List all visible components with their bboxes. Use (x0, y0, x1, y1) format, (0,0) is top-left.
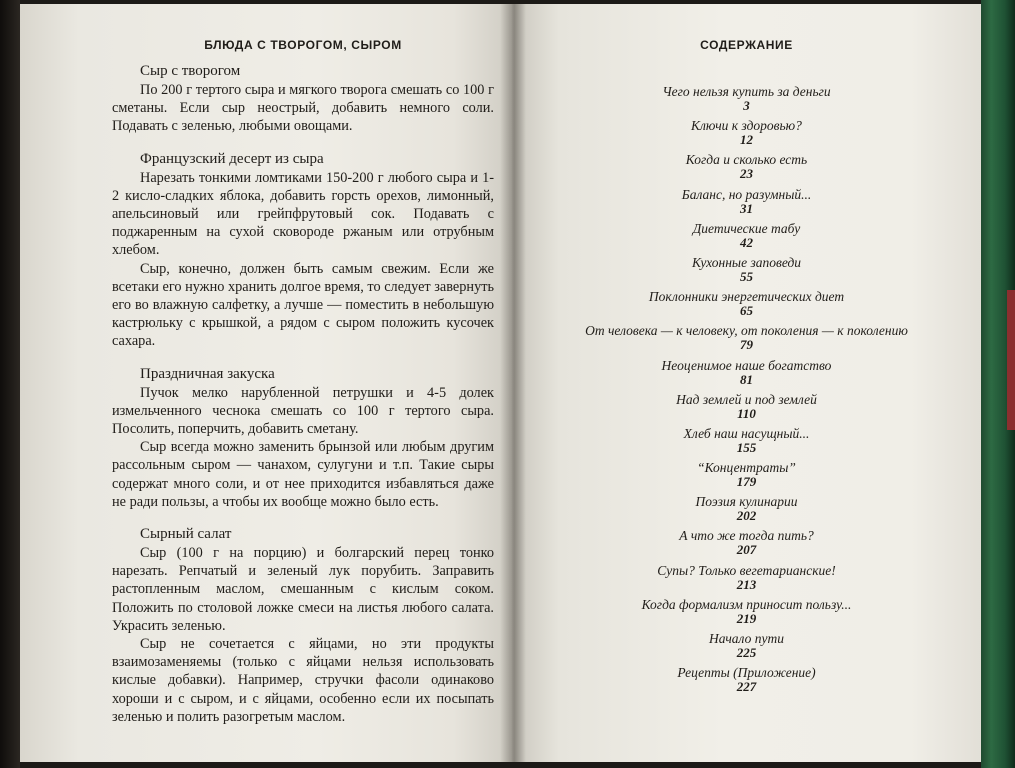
toc-entry (512, 528, 981, 562)
toc-entry (512, 323, 981, 357)
toc-entry-page-number: 202 (736, 508, 757, 524)
toc-entry-title: “Концентраты” (697, 460, 796, 476)
toc-entry (512, 118, 981, 152)
toc-entry-page-number: 227 (736, 679, 757, 695)
contents-heading: СОДЕРЖАНИЕ (700, 38, 793, 52)
recipe-festive-appetizer (112, 365, 494, 511)
toc-entry-title: Чего нельзя купить за деньги (662, 84, 831, 99)
toc-entry-title: Ключи к здоровью? (691, 118, 802, 134)
toc-entry-page-number: 213 (736, 576, 757, 592)
toc-entry (512, 426, 981, 460)
toc-entry-page-number: 31 (740, 200, 753, 216)
toc-entry (512, 289, 981, 323)
toc-entry (512, 392, 981, 426)
left-running-head: БЛЮДА С ТВОРОГОМ, СЫРОМ (204, 38, 402, 52)
toc-entry-title: Когда формализм приносит пользу... (641, 596, 852, 612)
toc-entry-title: Кухонные заповеди (691, 254, 802, 270)
table-of-contents (512, 84, 981, 699)
recipe-title: Французский десерт из сыра (140, 150, 324, 167)
toc-entry-title: Диетические табу (692, 220, 801, 236)
toc-entry (512, 665, 981, 699)
toc-entry-title: Когда и сколько есть (685, 152, 808, 168)
recipe-paragraph: Сыр не сочетается с яйцами, но эти продукты взаимозаменяемы (только с яйцами нельзя использовать кислые добавки). Например, стручки фасоли одинаково хороши и с сыром, и с яйцами, особенно если их посыпать зеленью и полить разогретым маслом. (112, 636, 494, 725)
book-cover-edge-left (0, 0, 20, 768)
toc-entry-page-number: 55 (740, 268, 753, 284)
toc-entry-title: Поэзия кулинарии (695, 494, 798, 510)
recipe-paragraph: Сыр, конечно, должен быть самым свежим. Если же всетаки его нужно хранить долгое время, то следует завернуть его во влажную салфетку, а лучше — поместить в небольшую кастрюльку с крышкой, а рядом с сыром положить кусочек сахара. (112, 260, 494, 350)
toc-entry (512, 255, 981, 289)
toc-entry-page-number: 207 (736, 542, 757, 558)
toc-entry (512, 494, 981, 528)
book-bookmark-ribbon (1007, 290, 1015, 430)
recipe-paragraph: Сыр всегда можно заменить брынзой или любым другим рассольным сыром — чанахом, сулугуни и т.п. Такие сыры содержат много соли, и от нее приходится избавляться даже не ради пользы, а чтобы их вообще можно было есть. (112, 439, 494, 510)
toc-entry (512, 563, 981, 597)
recipe-title: Сырный салат (140, 526, 232, 543)
toc-entry-title: А что же тогда пить? (679, 528, 814, 544)
recipe-paragraph: По 200 г тертого сыра и мягкого творога смешать со 100 г сметаны. Если сыр неострый, добавить немного соли. Подавать с зеленью, любыми овощами. (112, 82, 494, 135)
recipe-paragraph: Сыр (100 г на порцию) и болгарский перец тонко нарезать. Репчатый и зеленый лук порубить. Заправить растопленным маслом, смешанным с кислым соком. Положить по столовой ложке смеси на листья любого салата. Украсить зеленью. (112, 545, 494, 634)
toc-entry-page-number: 219 (736, 610, 757, 626)
toc-entry (512, 221, 981, 255)
toc-entry-page-number: 81 (740, 371, 753, 387)
left-page (20, 4, 512, 762)
toc-entry-title: Супы? Только вегетарианские! (657, 562, 836, 578)
toc-entry-title: Хлеб наш насущный... (683, 425, 810, 441)
recipe-cheese-with-cottage-cheese (112, 62, 494, 136)
toc-entry (512, 152, 981, 186)
toc-entry-title: Над землей и под землей (676, 391, 817, 407)
toc-entry-title: Поклонники энергетических диет (648, 289, 845, 305)
recipe-title: Сыр с творогом (140, 63, 241, 79)
toc-entry-page-number: 110 (737, 405, 756, 421)
toc-entry-title: Баланс, но разумный... (681, 186, 812, 202)
toc-entry-page-number: 23 (740, 166, 753, 182)
toc-entry (512, 84, 981, 118)
recipe-cheese-salad (112, 525, 494, 726)
toc-entry-page-number: 42 (740, 234, 753, 250)
toc-entry-page-number: 79 (740, 337, 753, 353)
toc-entry (512, 631, 981, 665)
toc-entry-title: Неоценимое наше богатство (661, 357, 832, 373)
toc-entry-page-number: 65 (740, 303, 753, 319)
toc-entry-page-number: 179 (736, 474, 757, 490)
toc-entry (512, 358, 981, 392)
recipe-title: Праздничная закуска (140, 365, 275, 382)
toc-entry-title: Рецепты (Приложение) (677, 665, 816, 681)
recipe-paragraph: Пучок мелко нарубленной петрушки и 4-5 долек измельченного чеснока смешать со 100 г тертого сыра. Посолить, поперчить, добавить сметану. (112, 384, 494, 438)
recipe-french-cheese-dessert (112, 150, 494, 351)
toc-entry-page-number: 155 (736, 439, 757, 455)
toc-entry-page-number: 3 (743, 98, 750, 113)
right-page (512, 4, 981, 762)
toc-entry (512, 597, 981, 631)
toc-entry-page-number: 225 (736, 645, 757, 660)
toc-entry-title: Начало пути (709, 631, 784, 646)
toc-entry (512, 460, 981, 494)
toc-entry-title: От человека — к человеку, от поколения — к поколению (585, 323, 908, 339)
recipe-paragraph: Нарезать тонкими ломтиками 150-200 г любого сыра и 1-2 кисло-сладких яблока, добавить горсть орехов, лимонный, апельсиновый или грейпфрутовый сок. Подавать с поджаренным на сухой сковороде ржаным или отрубным хлебом. (112, 169, 494, 259)
toc-entry-page-number: 12 (740, 132, 753, 148)
toc-entry (512, 187, 981, 221)
